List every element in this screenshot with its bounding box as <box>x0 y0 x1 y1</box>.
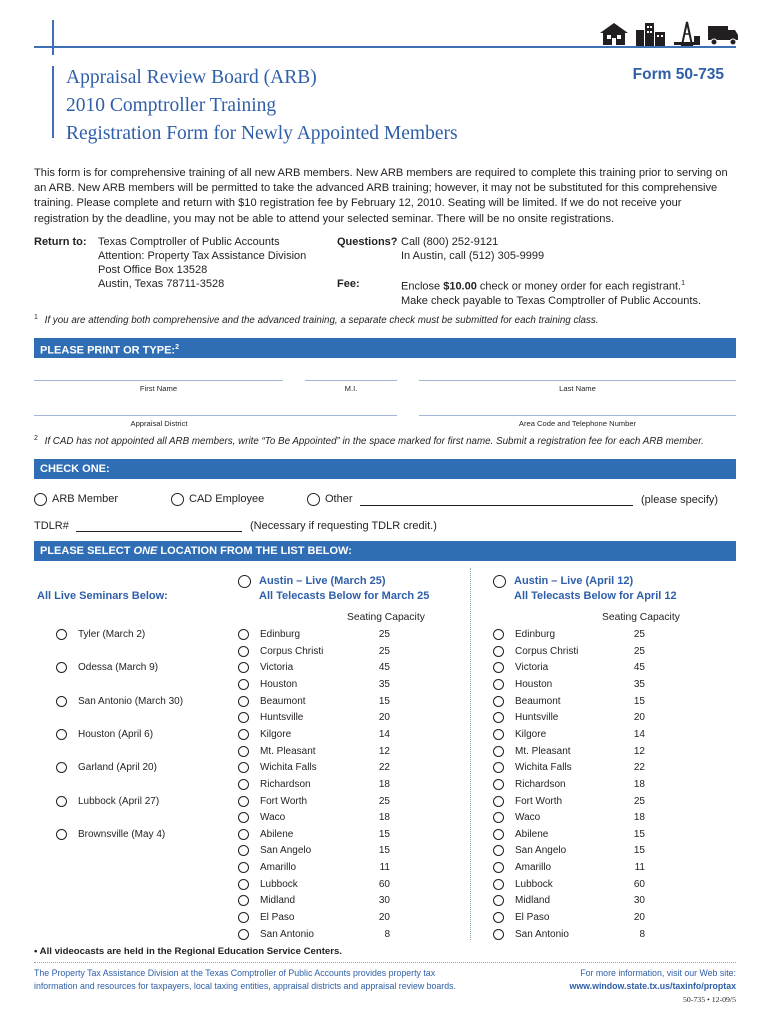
return-line-2: Attention: Property Tax Assistance Division <box>98 250 307 262</box>
march-site-label: Amarillo <box>260 862 297 874</box>
april-site-label: San Antonio <box>515 928 569 940</box>
april-site-label: Mt. Pleasant <box>515 745 571 757</box>
footer-left-line-1: The Property Tax Assistance Division at the Texas Comptroller of Public Accounts provides property tax <box>34 968 436 978</box>
april-site-capacity: 25 <box>633 645 645 657</box>
april-site-label: Richardson <box>515 778 566 790</box>
april-site-label: Abilene <box>515 828 549 840</box>
live-seminar-label: San Antonio (March 30) <box>78 695 184 707</box>
return-line-3: Post Office Box 13528 <box>98 264 208 276</box>
fee-label: Fee: <box>337 278 360 290</box>
location-bar <box>34 541 736 561</box>
march-site-label: Lubbock <box>260 878 298 890</box>
march-site-label: Edinburg <box>260 629 301 640</box>
march-site-capacity: 14 <box>378 728 390 740</box>
live-seminar-radio[interactable] <box>56 629 67 640</box>
footer-rule <box>34 962 736 963</box>
march-site-label: San Antonio <box>260 928 314 940</box>
print-type-label: PLEASE PRINT OR TYPE: <box>40 344 176 357</box>
first-name-caption: First Name <box>139 384 178 393</box>
april-site-radio[interactable] <box>493 829 504 840</box>
april-site-label: Huntsville <box>515 712 559 724</box>
form-title <box>66 64 458 148</box>
check-one-bar: CHECK ONE: <box>34 459 736 479</box>
questions-austin-phone: In Austin, call (512) 305-9999 <box>401 250 545 262</box>
other-radio[interactable] <box>307 493 320 506</box>
april-site-radio[interactable] <box>493 779 504 790</box>
footer-left <box>34 967 504 993</box>
march-site-capacity: 18 <box>378 778 390 790</box>
march-live-option[interactable] <box>238 574 429 604</box>
videocast-note: • All videocasts are held in the Regional Education Service Centers. <box>34 946 342 957</box>
march-site-label: El Paso <box>260 912 295 924</box>
april-site-capacity: 18 <box>633 812 645 824</box>
april-site-capacity: 14 <box>633 728 645 740</box>
live-seminar-label: Houston (April 6) <box>78 728 154 740</box>
april-site-label: Fort Worth <box>515 795 563 807</box>
header-icons <box>598 20 740 46</box>
header-vertical-rule <box>52 20 54 55</box>
first-name-field[interactable] <box>34 380 283 381</box>
march-site-capacity: 30 <box>378 895 390 907</box>
april-site-label: Wichita Falls <box>515 762 572 774</box>
intro-paragraph: This form is for comprehensive training of all new ARB members. New ARB members are required to complete this training prior to serving on an ARB. New ARB members will be permitted to take the advanced ARB training; however, it may not be substituted for this comprehensive training. Please complete and return with $10 registration fee by February 12, 2010. Seating will be limited. If we do not receive your registration by the deadline, you may not be able to attend your selected seminar. There will be no onsite registrations. <box>34 167 728 225</box>
live-seminar-radio[interactable] <box>56 829 67 840</box>
april-site-radio[interactable] <box>493 845 504 856</box>
march-site-radio[interactable] <box>238 929 249 940</box>
march-site-capacity: 18 <box>378 812 390 824</box>
title-vertical-rule <box>52 66 54 138</box>
march-site-label: Corpus Christi <box>260 645 324 657</box>
march-site-capacity: 60 <box>378 878 390 890</box>
march-site-capacity: 35 <box>378 678 390 690</box>
april-site-capacity: 30 <box>633 895 645 907</box>
march-site-label: Mt. Pleasant <box>260 745 316 757</box>
april-live-radio[interactable] <box>493 575 506 588</box>
march-site-radio[interactable] <box>238 746 249 757</box>
return-address <box>98 235 306 291</box>
march-site-radio[interactable] <box>238 879 249 890</box>
march-site-radio[interactable] <box>238 662 249 673</box>
april-site-radio[interactable] <box>493 762 504 773</box>
march-site-label: Wichita Falls <box>260 762 317 774</box>
april-site-radio[interactable] <box>493 712 504 723</box>
cad-employee-label: CAD Employee <box>189 493 265 505</box>
march-capacity-label: Seating Capacity <box>347 612 425 623</box>
footnote-2 <box>34 435 704 447</box>
march-site-radio[interactable] <box>238 712 249 723</box>
march-site-capacity: 8 <box>384 928 390 940</box>
march-site-capacity: 22 <box>378 762 390 774</box>
april-telecast-heading: All Telecasts Below for April 12 <box>514 590 677 602</box>
april-site-label: Edinburg <box>515 629 556 640</box>
live-seminars-heading: All Live Seminars Below: <box>37 590 168 602</box>
live-seminar-label: Odessa (March 9) <box>78 662 159 674</box>
house-icon <box>598 20 630 46</box>
live-seminar-label: Tyler (March 2) <box>78 629 146 640</box>
live-seminar-radio[interactable] <box>56 696 67 707</box>
march-site-label: San Angelo <box>260 845 312 857</box>
april-live-title: Austin – Live (April 12) <box>514 575 634 587</box>
live-seminar-radio[interactable] <box>56 662 67 673</box>
april-site-capacity: 12 <box>633 745 645 757</box>
footer-right <box>569 967 736 993</box>
form-number: Form 50-735 <box>632 66 724 83</box>
other-option[interactable] <box>307 492 353 506</box>
march-site-label: Beaumont <box>260 695 306 707</box>
april-site-radio[interactable] <box>493 912 504 923</box>
location-bar-post: LOCATION FROM THE LIST BELOW: <box>157 545 352 557</box>
april-site-capacity: 11 <box>634 862 645 874</box>
column-divider <box>470 568 471 940</box>
other-label: Other <box>325 493 353 505</box>
march-site-label: Abilene <box>260 828 294 840</box>
return-line-1: Texas Comptroller of Public Accounts <box>98 236 280 248</box>
footer-right-line-1: For more information, visit our Web site: <box>580 968 736 978</box>
footnote-1-number: 1 <box>34 314 38 321</box>
last-name-caption: Last Name <box>559 384 596 393</box>
location-bar-em: ONE <box>133 545 158 557</box>
live-seminar-label: Lubbock (April 27) <box>78 795 160 807</box>
questions-text <box>401 235 544 263</box>
footnote-2-number: 2 <box>34 435 38 442</box>
march-site-radio[interactable] <box>238 895 249 906</box>
march-site-label: Houston <box>260 678 298 690</box>
cad-employee-radio[interactable] <box>171 493 184 506</box>
march-site-label: Victoria <box>260 662 294 674</box>
april-live-option[interactable] <box>493 574 677 604</box>
march-site-capacity: 15 <box>378 828 390 840</box>
march-site-capacity: 20 <box>378 912 390 924</box>
april-site-capacity: 22 <box>633 762 645 774</box>
april-site-capacity: 25 <box>633 795 645 807</box>
april-site-label: Waco <box>515 812 541 824</box>
april-site-label: San Angelo <box>515 845 567 857</box>
april-site-radio[interactable] <box>493 879 504 890</box>
live-seminar-label: Brownsville (May 4) <box>78 828 166 840</box>
april-site-capacity: 20 <box>633 712 645 724</box>
march-site-capacity: 20 <box>378 712 390 724</box>
april-site-capacity: 45 <box>633 662 645 674</box>
march-site-radio[interactable] <box>238 646 249 657</box>
appraisal-district-field[interactable] <box>34 415 397 416</box>
live-seminar-radio[interactable] <box>56 796 67 807</box>
march-site-radio[interactable] <box>238 762 249 773</box>
tdlr-field[interactable] <box>76 531 242 532</box>
april-site-radio[interactable] <box>493 812 504 823</box>
footnote-2-text: If CAD has not appointed all ARB members, write “To Be Appointed” in the space marked for first name. Submit a registration fee for each ARB member. <box>44 436 704 448</box>
march-site-capacity: 11 <box>379 862 390 874</box>
phone-field[interactable] <box>419 415 736 416</box>
april-site-radio[interactable] <box>493 662 504 673</box>
header-horizontal-rule <box>34 46 736 48</box>
live-seminar-radio[interactable] <box>56 762 67 773</box>
return-to-label: Return to: <box>34 236 87 248</box>
march-site-radio[interactable] <box>238 679 249 690</box>
april-site-capacity: 35 <box>633 678 645 690</box>
footnote-1 <box>34 314 599 326</box>
march-site-capacity: 45 <box>378 662 390 674</box>
mi-field[interactable] <box>305 380 397 381</box>
fee-post: check or money order for each registrant. <box>476 280 682 293</box>
april-site-radio[interactable] <box>493 929 504 940</box>
april-site-capacity: 60 <box>633 878 645 890</box>
april-site-capacity: 15 <box>633 695 645 707</box>
april-site-radio[interactable] <box>493 746 504 757</box>
questions-phone: Call (800) 252-9121 <box>401 236 499 248</box>
live-seminar-radio[interactable] <box>56 729 67 740</box>
april-site-radio[interactable] <box>493 862 504 873</box>
march-site-radio[interactable] <box>238 779 249 790</box>
march-site-label: Huntsville <box>260 712 304 724</box>
fee-payable: Make check payable to Texas Comptroller of Public Accounts. <box>401 294 702 307</box>
march-site-radio[interactable] <box>238 845 249 856</box>
fee-text <box>401 277 701 308</box>
march-site-radio[interactable] <box>238 629 249 640</box>
march-site-capacity: 12 <box>378 745 390 757</box>
live-seminar-label: Garland (April 20) <box>78 762 157 774</box>
march-site-radio[interactable] <box>238 796 249 807</box>
march-site-capacity: 25 <box>378 645 390 657</box>
arb-member-label: ARB Member <box>52 493 119 505</box>
april-site-capacity: 15 <box>633 845 645 857</box>
march-site-capacity: 25 <box>378 795 390 807</box>
phone-caption: Area Code and Telephone Number <box>518 419 637 428</box>
form-code: 50-735 • 12-09/5 <box>683 995 736 1004</box>
march-live-title: Austin – Live (March 25) <box>259 575 386 587</box>
april-site-radio[interactable] <box>493 629 504 640</box>
march-site-radio[interactable] <box>238 912 249 923</box>
march-site-label: Richardson <box>260 778 311 790</box>
last-name-field[interactable] <box>419 380 736 381</box>
arb-member-radio[interactable] <box>34 493 47 506</box>
march-site-radio[interactable] <box>238 862 249 873</box>
title-line-3: Registration Form for Newly Appointed Members <box>66 123 458 144</box>
march-site-label: Fort Worth <box>260 795 308 807</box>
april-site-label: Midland <box>515 895 551 907</box>
truck-icon <box>706 20 740 46</box>
april-site-capacity: 8 <box>639 928 645 940</box>
april-site-label: Beaumont <box>515 695 561 707</box>
april-site-radio[interactable] <box>493 679 504 690</box>
title-line-2: 2010 Comptroller Training <box>66 95 277 116</box>
april-site-capacity: 25 <box>633 629 645 640</box>
april-site-label: Houston <box>515 678 553 690</box>
fee-footnote-ref: 1 <box>681 280 685 287</box>
cad-employee-option[interactable] <box>171 492 264 506</box>
april-site-radio[interactable] <box>493 895 504 906</box>
tdlr-label: TDLR# <box>34 520 69 532</box>
march-site-capacity: 15 <box>378 845 390 857</box>
march-site-capacity: 15 <box>378 695 390 707</box>
march-site-label: Kilgore <box>260 728 292 740</box>
april-site-radio[interactable] <box>493 696 504 707</box>
march-site-radio[interactable] <box>238 696 249 707</box>
fee-amount: $10.00 <box>443 280 477 293</box>
april-capacity-label: Seating Capacity <box>602 612 680 623</box>
mi-caption: M.I. <box>344 384 358 393</box>
april-site-capacity: 15 <box>633 828 645 840</box>
april-site-capacity: 18 <box>633 778 645 790</box>
other-specify-field[interactable] <box>360 505 633 506</box>
april-site-radio[interactable] <box>493 646 504 657</box>
questions-label: Questions? <box>337 236 398 248</box>
march-site-capacity: 25 <box>378 629 390 640</box>
footer-left-line-2: information and resources for taxpayers, local taxing entities, appraisal districts and appraisal review boards. <box>34 981 456 991</box>
april-site-label: Corpus Christi <box>515 645 579 657</box>
april-site-label: Victoria <box>515 662 549 674</box>
city-icon <box>634 20 668 46</box>
title-line-1: Appraisal Review Board (ARB) <box>66 67 317 88</box>
april-site-label: El Paso <box>515 912 550 924</box>
april-site-label: Amarillo <box>515 862 552 874</box>
march-site-radio[interactable] <box>238 812 249 823</box>
april-site-radio[interactable] <box>493 796 504 807</box>
march-telecast-heading: All Telecasts Below for March 25 <box>259 590 430 602</box>
location-bar-pre: PLEASE SELECT <box>40 545 134 557</box>
march-live-radio[interactable] <box>238 575 251 588</box>
print-type-footnote-ref: 2 <box>175 344 179 351</box>
march-site-radio[interactable] <box>238 829 249 840</box>
footnote-1-text: If you are attending both comprehensive and the advanced training, a separate check must be submitted for each training class. <box>44 315 599 327</box>
fee-pre: Enclose <box>401 280 444 293</box>
tdlr-note: (Necessary if requesting TDLR credit.) <box>250 520 437 532</box>
april-site-radio[interactable] <box>493 729 504 740</box>
print-type-bar <box>34 338 736 358</box>
oil-derrick-icon <box>672 20 702 46</box>
appraisal-district-caption: Appraisal District <box>130 419 188 428</box>
please-specify-label: (please specify) <box>641 494 719 506</box>
march-site-label: Waco <box>260 812 286 824</box>
arb-member-option[interactable] <box>34 492 118 506</box>
march-site-label: Midland <box>260 895 296 907</box>
footer-url-link[interactable]: www.window.state.tx.us/taxinfo/proptax <box>569 981 736 991</box>
april-site-capacity: 20 <box>633 912 645 924</box>
return-line-4: Austin, Texas 78711-3528 <box>98 278 225 290</box>
april-site-label: Lubbock <box>515 878 553 890</box>
march-site-radio[interactable] <box>238 729 249 740</box>
april-site-label: Kilgore <box>515 728 547 740</box>
